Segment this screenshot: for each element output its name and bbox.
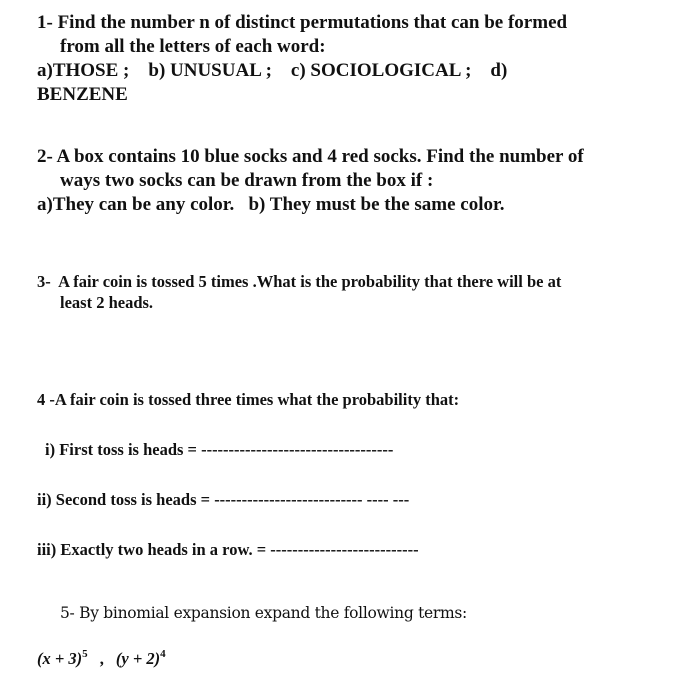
q4-title: 4 -A fair coin is tossed three times what the probability that:	[37, 390, 460, 409]
q2-line3: a)They can be any color. b) They must be the same color.	[37, 194, 505, 215]
q3-line2: least 2 heads.	[60, 293, 154, 312]
q2-line1: 2- A box contains 10 blue socks and 4 red socks. Find the number of	[37, 146, 584, 167]
q2-line2: ways two socks can be drawn from the box if :	[60, 170, 434, 191]
q4-part2-blank: --------------------------- ---- ---	[214, 490, 410, 509]
q4-part3-blank: ---------------------------	[270, 540, 419, 559]
q1-line2: from all the letters of each word:	[60, 36, 326, 57]
q5-expr2	[116, 649, 166, 668]
q5-expr1-exponent: 5	[82, 648, 88, 660]
q3-line1: 3- A fair coin is tossed 5 times .What is the probability that there will be at	[37, 272, 562, 291]
q5-separator: ,	[99, 649, 104, 668]
q5-expr1-base: (x + 3)	[37, 649, 83, 668]
q4-part3-label: iii) Exactly two heads in a row. =	[37, 540, 271, 559]
q5-title: 5- By binomial expansion expand the following terms:	[60, 604, 467, 622]
q1-line3: a)THOSE ; b) UNUSUAL ; c) SOCIOLOGICAL ; d)	[37, 60, 508, 81]
q5-expressions	[37, 648, 166, 669]
q4-part2	[37, 490, 409, 510]
q4-part1	[45, 440, 393, 460]
q5-expr2-exponent: 4	[160, 648, 166, 660]
q1-line1: 1- Find the number n of distinct permutations that can be formed	[37, 12, 568, 33]
q5-expr1	[37, 649, 88, 668]
q1-line4: BENZENE	[37, 84, 128, 105]
q4-part1-label: i) First toss is heads =	[45, 440, 202, 459]
q4-part2-label: ii) Second toss is heads =	[37, 490, 215, 509]
q5-expr2-base: (y + 2)	[115, 649, 161, 668]
q4-part1-blank: -----------------------------------	[201, 440, 394, 459]
q4-part3	[37, 540, 419, 560]
